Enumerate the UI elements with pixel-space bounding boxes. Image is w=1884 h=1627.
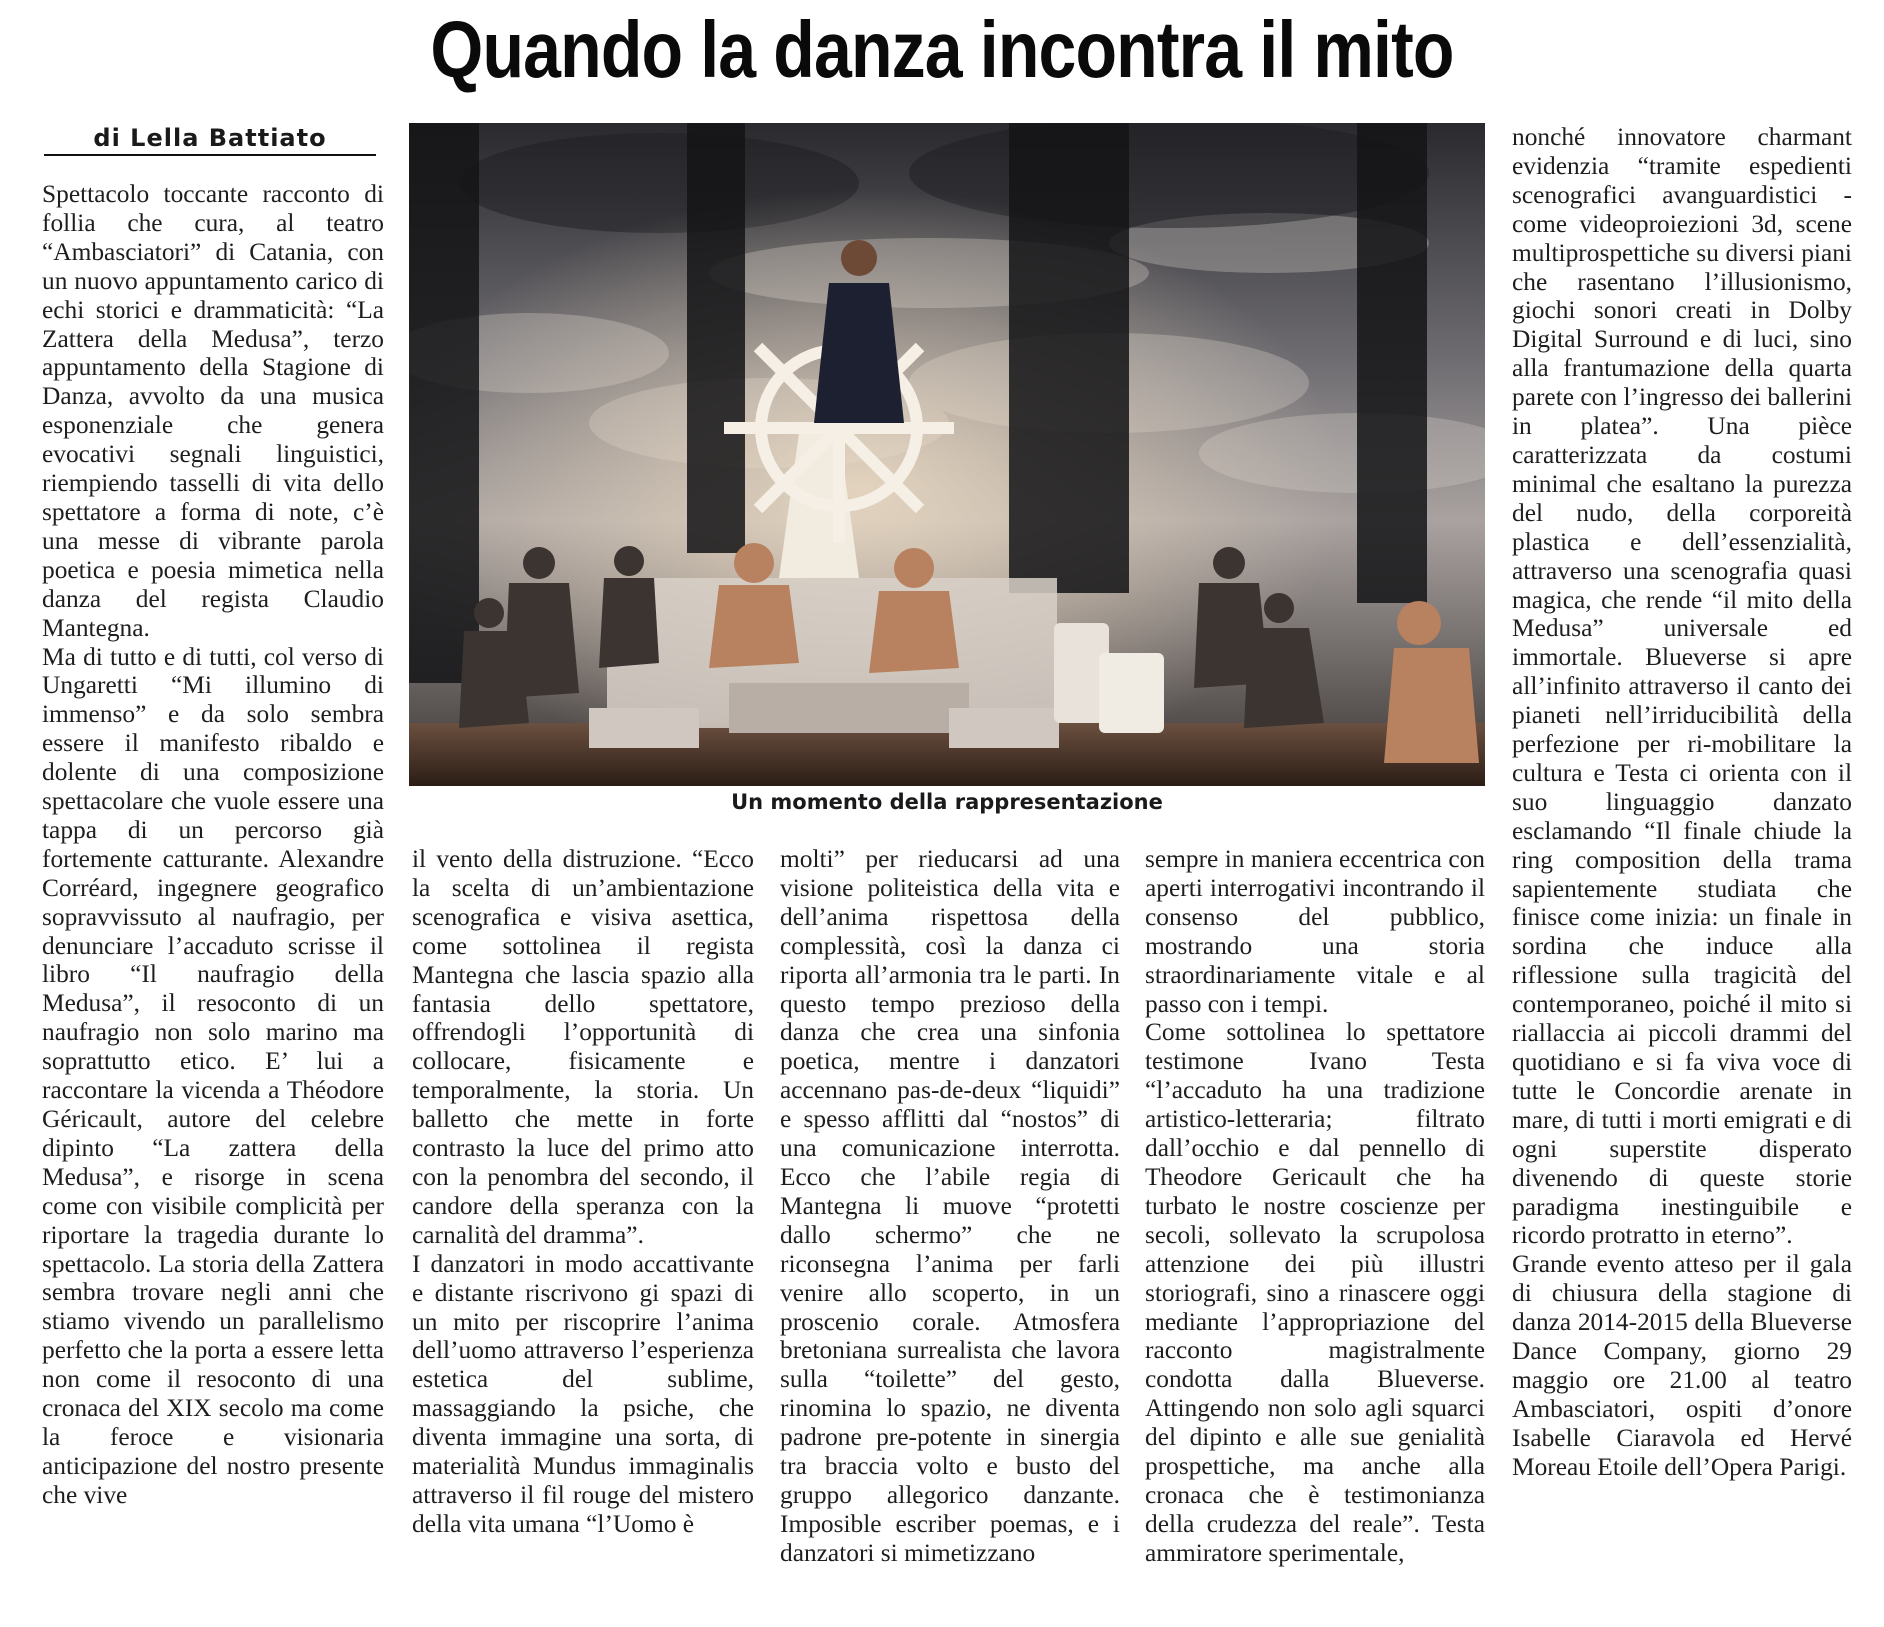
paragraph: Come sottolinea lo spettatore testimone Ivano Testa “l’accaduto ha una tradizione artistico-letteraria; filtrato dall’occhio e dal pennello di Theodore Gericault che ha turbato le nostre coscienze per secoli, sollevato la scrupolosa attenzione dei più illustri storiografi, sino a rinascere oggi mediante l’appropriazione del racconto magistralmente condotta dalla Blueverse. Attingendo non solo agli squarci del dipinto e alle sue genialità prospettiche, ma anche alla cronaca che è testimonianza della crudezza del reale”. Testa ammiratore sperimentale, [1145, 1018, 1485, 1567]
text-column-1 [42, 180, 384, 1510]
stage-photo [409, 123, 1485, 786]
photo-caption: Un momento della rappresentazione [731, 790, 1163, 814]
paragraph: molti” per rieducarsi ad una visione politeistica della vita e dell’anima rispettosa della complessità, così la danza ci riporta all’armonia tra le parti. In questo tempo prezioso della danza che crea una sinfonia poetica, mentre i danzatori accennano pas-de-deux “liquidi” e spesso afflitti dal “nostos” di una comunicazione interrotta. Ecco che l’abile regia di Mantegna li muove “protetti dallo schermo” che ne riconsegna l’anima per farli venire allo scoperto, in un proscenio corale. Atmosfera bretoniana surrealista che lavora sulla “toilette” del gesto, rinomina lo spazio, ne diventa padrone pre-potente in sinergia tra braccia volto e busto del gruppo allegorico danzante. Imposible escriber poemas, e i danzatori si mimetizzano [780, 845, 1120, 1567]
stage-photo-illustration [409, 123, 1485, 786]
paragraph: Grande evento atteso per il gala di chiusura della stagione di danza 2014-2015 della Blueverse Dance Company, giorno 29 maggio ore 21.00 al teatro Ambasciatori, ospiti d’onore Isabelle Ciaravola ed Hervé Moreau Etoile dell’Opera Parigi. [1512, 1250, 1852, 1481]
headline: Quando la danza incontra il mito [430, 5, 1454, 94]
paragraph: il vento della distruzione. “Ecco la scelta di un’ambientazione scenografica e visiva asettica, come sottolinea il regista Mantegna che lascia spazio alla fantasia dello spettatore, offrendogli l’opportunità di collocare, fisicamente e temporalmente, la storia. Un balletto che mette in forte contrasto la luce del primo atto con la penombra del secondo, il candore della speranza con la carnalità del dramma”. [412, 845, 754, 1249]
byline-rule [44, 154, 376, 156]
paragraph: sempre in maniera eccentrica con aperti interrogativi incontrando il consenso del pubblico, mostrando una storia straordinariamente vitale e al passo con i tempi. [1145, 845, 1485, 1018]
paragraph: nonché innovatore charmant evidenzia “tramite espedienti scenografici avanguardistici - come videoproiezioni 3d, scene multiprospettiche su diversi piani che rasentano l’illusionismo, giochi sonori creati in Dolby Digital Surround e di luci, sino alla frantumazione della quarta parete con l’ingresso dei ballerini in platea”. Una pièce caratterizzata da costumi minimal che esaltano la purezza del nudo, della corporeità plastica e dell’essenzialità, attraverso una scenografia quasi magica, che rende “il mito della Medusa” universale ed immortale. Blueverse si apre all’infinito attraverso il canto dei pianeti nell’irriducibilità della perfezione per ri-mobilitare la cultura e Testa ci orienta con il suo linguaggio danzato esclamando “Il finale chiude la ring composition della trama sapientemente studiata che finisce come inizia: un finale in sordina che induce alla riflessione sulla tragicità del contemporaneo, poiché il mito si riallaccia ai piccoli drammi del quotidiano e si fa viva voce di tutte le Concordie arenate in mare, di tutti i morti emigrati e di ogni superstite disperato divenendo di queste storie paradigma inestinguibile e ricordo protratto in eterno”. [1512, 123, 1852, 1250]
byline: di Lella Battiato [93, 124, 327, 152]
paragraph: Spettacolo toccante racconto di follia che cura, al teatro “Ambasciatori” di Catania, con un nuovo appuntamento carico di echi storici e drammaticità: “La Zattera della Medusa”, terzo appuntamento della Stagione di Danza, avvolto da una musica esponenziale che genera evocativi segnali linguistici, riempiendo tasselli di vita dello spettatore a forma di note, c’è una messe di vibrante parola poetica e poesia mimetica nella danza del regista Claudio Mantegna. [42, 180, 384, 642]
text-column-5 [1512, 123, 1852, 1482]
paragraph: I danzatori in modo accattivante e distante riscrivono gi spazi di un mito per riscoprire l’anima dell’uomo attraverso l’esperienza estetica del sublime, massaggiando la psiche, che diventa immagine una sorta, di materialità Mundus immaginalis attraverso il fil rouge del mistero della vita umana “l’Uomo è [412, 1249, 754, 1538]
text-column-2 [412, 845, 754, 1539]
text-column-3 [780, 845, 1120, 1568]
paragraph: Ma di tutto e di tutti, col verso di Ungaretti “Mi illumino di immenso” e da solo sembra essere il manifesto ribaldo e dolente di una composizione spettacolare che vuole essere una tappa di un percorso già fortemente catturante. Alexandre Corréard, ingegnere geografico sopravvissuto al naufragio, per denunciare l’accaduto scrisse il libro “Il naufragio della Medusa”, il resoconto di un naufragio non solo marino ma soprattutto etico. E’ lui a raccontare la vicenda a Théodore Géricault, autore del celebre dipinto “La zattera della Medusa”, e risorge in scena come con visibile complicità per riportare la tragedia durante lo spettacolo. La storia della Zattera sembra trovare negli anni che stiamo vivendo un parallelismo perfetto che la porta a essere letta non come il resoconto di una cronaca del XIX secolo ma come la feroce e visionaria anticipazione del nostro presente che vive [42, 642, 384, 1509]
text-column-4 [1145, 845, 1485, 1568]
